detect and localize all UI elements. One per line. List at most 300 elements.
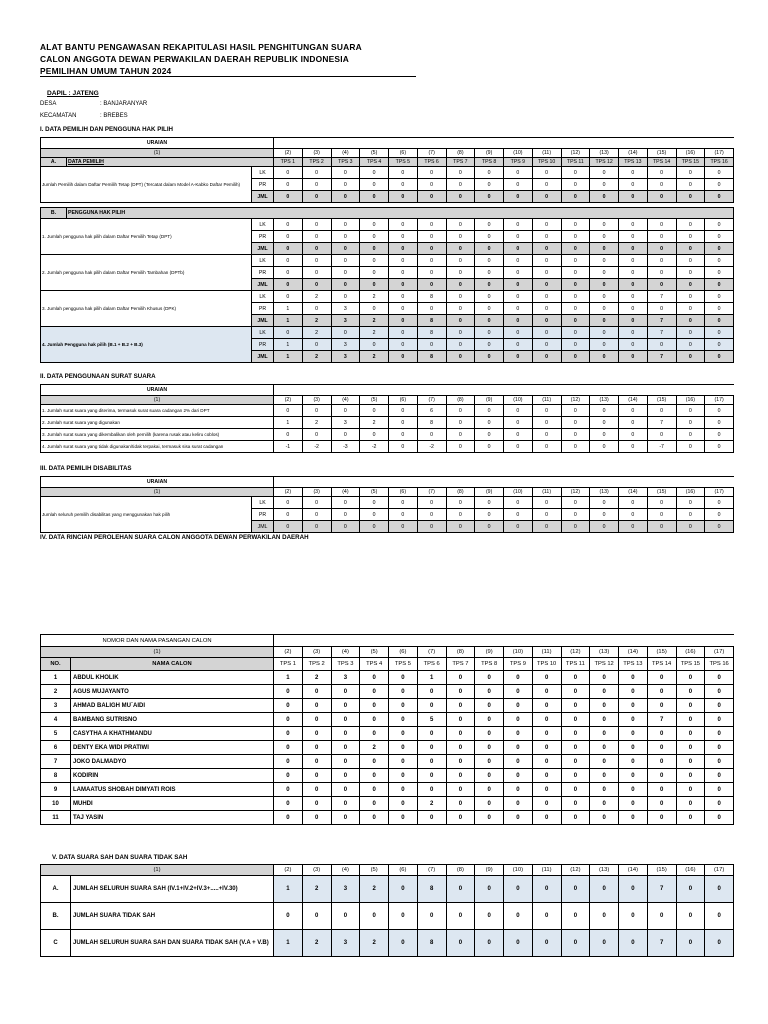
table-cell bbox=[417, 138, 446, 149]
suara-value: 0 bbox=[705, 876, 734, 903]
vote-cell: 0 bbox=[475, 699, 504, 713]
column-number: (2) bbox=[274, 865, 303, 876]
value-cell: 0 bbox=[475, 303, 504, 315]
value-cell: 0 bbox=[446, 315, 475, 327]
value-cell: 0 bbox=[532, 497, 561, 509]
vote-cell: 0 bbox=[504, 769, 533, 783]
value-cell: 0 bbox=[417, 191, 446, 203]
value-cell: 0 bbox=[475, 441, 504, 453]
value-cell: 1 bbox=[274, 303, 303, 315]
value-cell: 0 bbox=[532, 231, 561, 243]
vote-cell: 0 bbox=[504, 699, 533, 713]
value-cell: 0 bbox=[274, 255, 303, 267]
value-cell: 0 bbox=[590, 351, 619, 363]
value-cell: 0 bbox=[705, 231, 734, 243]
tps-header: TPS 14 bbox=[647, 658, 676, 671]
kecamatan-value: : BREBES bbox=[100, 113, 128, 119]
column-number-row bbox=[41, 488, 734, 497]
value-cell: 0 bbox=[274, 429, 303, 441]
candidate-row bbox=[41, 671, 734, 685]
value-cell: 0 bbox=[475, 219, 504, 231]
value-cell: 0 bbox=[619, 417, 648, 429]
value-cell: 1 bbox=[274, 339, 303, 351]
vote-cell: 0 bbox=[504, 741, 533, 755]
table-cell bbox=[561, 138, 590, 149]
candidate-row bbox=[41, 685, 734, 699]
value-cell: 0 bbox=[532, 267, 561, 279]
value-cell: 0 bbox=[619, 191, 648, 203]
vote-cell: 0 bbox=[561, 713, 590, 727]
vote-cell: 0 bbox=[274, 755, 303, 769]
value-cell: 0 bbox=[647, 267, 676, 279]
value-cell: 0 bbox=[446, 219, 475, 231]
pengguna-row bbox=[41, 219, 734, 231]
value-cell: 0 bbox=[561, 303, 590, 315]
vote-cell: 0 bbox=[561, 783, 590, 797]
value-cell: 0 bbox=[389, 405, 418, 417]
vote-cell: 0 bbox=[446, 783, 475, 797]
value-cell: 0 bbox=[274, 243, 303, 255]
value-cell: 0 bbox=[676, 267, 705, 279]
value-cell: 0 bbox=[274, 405, 303, 417]
suara-value: 3 bbox=[331, 876, 360, 903]
value-cell: 0 bbox=[360, 303, 389, 315]
vote-cell: 0 bbox=[647, 727, 676, 741]
candidate-number: 4 bbox=[41, 713, 71, 727]
suara-value: 0 bbox=[532, 903, 561, 930]
vote-cell: 0 bbox=[676, 685, 705, 699]
vote-cell: 0 bbox=[619, 797, 648, 811]
suara-value: 0 bbox=[647, 903, 676, 930]
value-cell: 0 bbox=[302, 405, 331, 417]
value-cell: 0 bbox=[561, 231, 590, 243]
value-cell: 1 bbox=[274, 315, 303, 327]
vote-cell: 0 bbox=[302, 797, 331, 811]
value-cell: 0 bbox=[619, 255, 648, 267]
gender-label: JML bbox=[252, 315, 274, 327]
value-cell: 0 bbox=[475, 231, 504, 243]
column-number: (2) bbox=[274, 396, 303, 405]
suara-sah-row bbox=[41, 930, 734, 957]
column-number-row bbox=[41, 865, 734, 876]
vote-cell: 0 bbox=[619, 713, 648, 727]
column-number: (11) bbox=[532, 149, 561, 158]
suara-value: 0 bbox=[504, 930, 533, 957]
vote-cell: 0 bbox=[331, 811, 360, 825]
value-cell: -2 bbox=[417, 441, 446, 453]
tps-header: TPS 8 bbox=[475, 158, 504, 167]
column-number: (2) bbox=[274, 647, 303, 658]
value-cell: 0 bbox=[705, 509, 734, 521]
vote-cell: 0 bbox=[446, 727, 475, 741]
value-cell: 0 bbox=[504, 509, 533, 521]
vote-cell: 0 bbox=[532, 713, 561, 727]
vote-cell: 0 bbox=[561, 727, 590, 741]
value-cell: 0 bbox=[561, 255, 590, 267]
value-cell: 0 bbox=[446, 417, 475, 429]
value-cell: 0 bbox=[331, 191, 360, 203]
value-cell: 0 bbox=[417, 497, 446, 509]
value-cell: 0 bbox=[331, 291, 360, 303]
vote-cell: 0 bbox=[590, 741, 619, 755]
value-cell: 0 bbox=[475, 509, 504, 521]
candidate-row bbox=[41, 769, 734, 783]
gender-label: JML bbox=[252, 351, 274, 363]
value-cell: 0 bbox=[360, 279, 389, 291]
value-cell: 0 bbox=[676, 405, 705, 417]
value-cell: 0 bbox=[389, 243, 418, 255]
value-cell: 0 bbox=[705, 327, 734, 339]
value-cell: 0 bbox=[446, 243, 475, 255]
value-cell: 0 bbox=[590, 303, 619, 315]
candidate-name: MUHDI bbox=[71, 797, 274, 811]
value-cell: 0 bbox=[676, 429, 705, 441]
value-cell: 0 bbox=[676, 351, 705, 363]
value-cell: 0 bbox=[274, 279, 303, 291]
vote-cell: 0 bbox=[619, 727, 648, 741]
column-number: (11) bbox=[532, 488, 561, 497]
vote-cell: 0 bbox=[360, 797, 389, 811]
tps-header: TPS 15 bbox=[676, 158, 705, 167]
tps-header: TPS 13 bbox=[619, 158, 648, 167]
surat-suara-label: 4. Jumlah surat suara yang tidak digunakan/tidak terpakai, termasuk sisa surat cadangan bbox=[41, 441, 274, 453]
table-cell bbox=[446, 138, 475, 149]
surat-suara-label: 3. Jumlah surat suara yang dikembalikan oleh pemilih (karena rusak atau keliru coblos) bbox=[41, 429, 274, 441]
value-cell: 0 bbox=[389, 179, 418, 191]
value-cell: 0 bbox=[532, 339, 561, 351]
tps-header: TPS 3 bbox=[331, 658, 360, 671]
section-b-label: PENGGUNA HAK PILIH bbox=[67, 208, 734, 219]
value-cell: 0 bbox=[561, 441, 590, 453]
candidate-name: ABDUL KHOLIK bbox=[71, 671, 274, 685]
value-cell: -2 bbox=[302, 441, 331, 453]
suara-value: 0 bbox=[446, 903, 475, 930]
tps-header: TPS 1 bbox=[274, 658, 303, 671]
value-cell: 0 bbox=[705, 441, 734, 453]
value-cell: 0 bbox=[302, 429, 331, 441]
value-cell: 1 bbox=[274, 417, 303, 429]
column-number: (5) bbox=[360, 865, 389, 876]
value-cell: 0 bbox=[446, 429, 475, 441]
value-cell: 0 bbox=[389, 429, 418, 441]
section-3-title: III. DATA PEMILIH DISABILITAS bbox=[40, 465, 132, 472]
vote-cell: 0 bbox=[475, 685, 504, 699]
value-cell: 0 bbox=[446, 497, 475, 509]
value-cell: 0 bbox=[360, 521, 389, 533]
value-cell: 0 bbox=[331, 327, 360, 339]
value-cell: 0 bbox=[475, 279, 504, 291]
value-cell: 0 bbox=[532, 351, 561, 363]
table-cell bbox=[504, 138, 533, 149]
column-number: (12) bbox=[561, 396, 590, 405]
pengguna-header-row bbox=[41, 208, 734, 219]
value-cell: 0 bbox=[561, 351, 590, 363]
value-cell: 0 bbox=[446, 231, 475, 243]
vote-cell: 0 bbox=[417, 811, 446, 825]
tps-header: TPS 12 bbox=[590, 158, 619, 167]
vote-cell: 0 bbox=[274, 769, 303, 783]
value-cell: 0 bbox=[590, 255, 619, 267]
table-cell bbox=[274, 138, 303, 149]
column-number: (16) bbox=[676, 488, 705, 497]
value-cell: 0 bbox=[274, 167, 303, 179]
value-cell: 7 bbox=[647, 291, 676, 303]
value-cell: 0 bbox=[446, 327, 475, 339]
pengguna-item-label: 3. Jumlah pengguna hak pilih dalam Daftar Pemilih Khusus (DPK) bbox=[41, 291, 252, 327]
column-number: (4) bbox=[331, 149, 360, 158]
column-number: (17) bbox=[705, 647, 734, 658]
value-cell: 0 bbox=[417, 219, 446, 231]
vote-cell: 0 bbox=[590, 671, 619, 685]
no-header: NO. bbox=[41, 658, 71, 671]
vote-cell: 0 bbox=[676, 755, 705, 769]
value-cell: 0 bbox=[389, 191, 418, 203]
value-cell: 2 bbox=[302, 327, 331, 339]
column-number: (13) bbox=[590, 647, 619, 658]
value-cell: 0 bbox=[331, 179, 360, 191]
value-cell: 0 bbox=[705, 167, 734, 179]
surat-suara-row bbox=[41, 417, 734, 429]
value-cell: 0 bbox=[561, 279, 590, 291]
gender-label: PR bbox=[252, 267, 274, 279]
suara-code: A. bbox=[41, 876, 71, 903]
column-number: (8) bbox=[446, 865, 475, 876]
vote-cell: 0 bbox=[705, 755, 734, 769]
value-cell: 0 bbox=[676, 509, 705, 521]
suara-value: 0 bbox=[590, 876, 619, 903]
value-cell: 0 bbox=[274, 231, 303, 243]
suara-value: 0 bbox=[475, 876, 504, 903]
value-cell: 2 bbox=[360, 417, 389, 429]
value-cell: 7 bbox=[647, 315, 676, 327]
value-cell: 0 bbox=[389, 351, 418, 363]
suara-value: 0 bbox=[389, 903, 418, 930]
value-cell: 0 bbox=[590, 327, 619, 339]
value-cell: 0 bbox=[561, 339, 590, 351]
value-cell: 0 bbox=[676, 497, 705, 509]
suara-value: 0 bbox=[389, 876, 418, 903]
vote-cell: 0 bbox=[705, 769, 734, 783]
vote-cell: 0 bbox=[274, 811, 303, 825]
column-number: (3) bbox=[302, 396, 331, 405]
vote-cell: 0 bbox=[389, 783, 418, 797]
value-cell: 0 bbox=[302, 339, 331, 351]
suara-code: C bbox=[41, 930, 71, 957]
value-cell: 0 bbox=[417, 267, 446, 279]
column-number: (7) bbox=[417, 396, 446, 405]
value-cell: 0 bbox=[475, 167, 504, 179]
value-cell: 0 bbox=[446, 351, 475, 363]
suara-value: 2 bbox=[302, 930, 331, 957]
value-cell: 3 bbox=[331, 417, 360, 429]
value-cell: 0 bbox=[705, 521, 734, 533]
vote-cell: 0 bbox=[389, 741, 418, 755]
vote-cell: 0 bbox=[389, 727, 418, 741]
column-number: (5) bbox=[360, 396, 389, 405]
tps-header: TPS 16 bbox=[705, 658, 734, 671]
value-cell: 0 bbox=[647, 339, 676, 351]
vote-cell: 0 bbox=[360, 727, 389, 741]
uraian-header-row bbox=[41, 477, 734, 488]
value-cell: 0 bbox=[446, 521, 475, 533]
value-cell: 0 bbox=[619, 179, 648, 191]
suara-value: 0 bbox=[446, 930, 475, 957]
value-cell: 0 bbox=[302, 509, 331, 521]
column-number: (12) bbox=[561, 647, 590, 658]
value-cell: 0 bbox=[532, 167, 561, 179]
value-cell: 0 bbox=[274, 327, 303, 339]
value-cell: 0 bbox=[475, 315, 504, 327]
vote-cell: 0 bbox=[590, 783, 619, 797]
vote-cell: 0 bbox=[331, 741, 360, 755]
vote-cell: 0 bbox=[676, 769, 705, 783]
vote-cell: 0 bbox=[561, 741, 590, 755]
vote-cell: 0 bbox=[389, 699, 418, 713]
gender-label: PR bbox=[252, 509, 274, 521]
value-cell: 0 bbox=[676, 315, 705, 327]
suara-value: 2 bbox=[360, 930, 389, 957]
candidate-row bbox=[41, 699, 734, 713]
value-cell: 0 bbox=[532, 441, 561, 453]
value-cell: 0 bbox=[331, 231, 360, 243]
value-cell: 0 bbox=[676, 417, 705, 429]
value-cell: 0 bbox=[561, 497, 590, 509]
column-1-label: (1) bbox=[41, 865, 274, 876]
column-number: (4) bbox=[331, 647, 360, 658]
vote-cell: 0 bbox=[417, 755, 446, 769]
uraian-header: URAIAN bbox=[41, 385, 274, 396]
value-cell: 0 bbox=[389, 167, 418, 179]
vote-cell: 0 bbox=[360, 783, 389, 797]
value-cell: 0 bbox=[504, 417, 533, 429]
vote-cell: 0 bbox=[619, 783, 648, 797]
value-cell: 0 bbox=[360, 339, 389, 351]
value-cell: 0 bbox=[360, 267, 389, 279]
column-number: (3) bbox=[302, 488, 331, 497]
tps-header: TPS 4 bbox=[360, 158, 389, 167]
section-2-table bbox=[40, 384, 734, 453]
vote-cell: 0 bbox=[446, 769, 475, 783]
value-cell: 0 bbox=[532, 291, 561, 303]
value-cell: 0 bbox=[619, 405, 648, 417]
value-cell: 0 bbox=[274, 509, 303, 521]
vote-cell: 0 bbox=[705, 685, 734, 699]
value-cell: 0 bbox=[360, 179, 389, 191]
value-cell: 0 bbox=[302, 179, 331, 191]
vote-cell: 0 bbox=[360, 811, 389, 825]
column-number: (15) bbox=[647, 149, 676, 158]
vote-cell: 7 bbox=[647, 713, 676, 727]
value-cell: 0 bbox=[446, 509, 475, 521]
suara-value: 0 bbox=[446, 876, 475, 903]
value-cell: 0 bbox=[705, 497, 734, 509]
value-cell: 0 bbox=[274, 291, 303, 303]
value-cell: 0 bbox=[619, 509, 648, 521]
value-cell: 0 bbox=[302, 255, 331, 267]
vote-cell: 1 bbox=[274, 671, 303, 685]
tps-header: TPS 16 bbox=[705, 158, 734, 167]
pengguna-item-label: 4. Jumlah Pengguna hak pilih (B.1 + B.2 + B.3) bbox=[41, 327, 252, 363]
vote-cell: 0 bbox=[647, 755, 676, 769]
candidate-number: 11 bbox=[41, 811, 71, 825]
column-number: (11) bbox=[532, 396, 561, 405]
value-cell: 0 bbox=[561, 219, 590, 231]
suara-value: 0 bbox=[504, 903, 533, 930]
column-number: (17) bbox=[705, 865, 734, 876]
table-cell bbox=[619, 138, 648, 149]
value-cell: 0 bbox=[647, 255, 676, 267]
column-number: (6) bbox=[389, 149, 418, 158]
value-cell: 0 bbox=[504, 521, 533, 533]
value-cell: 0 bbox=[705, 291, 734, 303]
vote-cell: 0 bbox=[446, 741, 475, 755]
column-number: (3) bbox=[302, 149, 331, 158]
section-4-table bbox=[40, 634, 734, 825]
vote-cell: 0 bbox=[647, 797, 676, 811]
vote-cell: 0 bbox=[302, 727, 331, 741]
document-header bbox=[40, 41, 362, 77]
vote-cell: 0 bbox=[331, 797, 360, 811]
column-number: (17) bbox=[705, 149, 734, 158]
vote-cell: 0 bbox=[360, 671, 389, 685]
candidate-row bbox=[41, 713, 734, 727]
gender-label: LK bbox=[252, 327, 274, 339]
vote-cell: 0 bbox=[532, 769, 561, 783]
value-cell: 0 bbox=[274, 219, 303, 231]
vote-cell: 0 bbox=[676, 783, 705, 797]
suara-value: 0 bbox=[475, 903, 504, 930]
value-cell: 0 bbox=[647, 303, 676, 315]
suara-value: 8 bbox=[417, 876, 446, 903]
value-cell: 0 bbox=[590, 497, 619, 509]
vote-cell: 0 bbox=[647, 699, 676, 713]
value-cell: 0 bbox=[417, 303, 446, 315]
section-1-table bbox=[40, 137, 734, 363]
gender-label: PR bbox=[252, 179, 274, 191]
value-cell: 0 bbox=[504, 167, 533, 179]
tps-header: TPS 3 bbox=[331, 158, 360, 167]
tps-header: TPS 13 bbox=[619, 658, 648, 671]
value-cell: 0 bbox=[446, 303, 475, 315]
column-number: (10) bbox=[504, 647, 533, 658]
value-cell: 0 bbox=[417, 509, 446, 521]
vote-cell: 0 bbox=[647, 811, 676, 825]
candidate-row bbox=[41, 811, 734, 825]
vote-cell: 2 bbox=[360, 741, 389, 755]
value-cell: 0 bbox=[475, 191, 504, 203]
suara-sah-row bbox=[41, 903, 734, 930]
value-cell: 0 bbox=[590, 279, 619, 291]
value-cell: 0 bbox=[619, 327, 648, 339]
dapil-label: DAPIL : JATENG bbox=[47, 90, 99, 97]
value-cell: 0 bbox=[274, 497, 303, 509]
candidate-name: CASYTHA A KHATHMANDU bbox=[71, 727, 274, 741]
value-cell: 0 bbox=[532, 191, 561, 203]
value-cell: 0 bbox=[676, 243, 705, 255]
vote-cell: 0 bbox=[274, 727, 303, 741]
name-header: NAMA CALON bbox=[71, 658, 274, 671]
vote-cell: 0 bbox=[705, 699, 734, 713]
column-number: (8) bbox=[446, 149, 475, 158]
suara-value: 2 bbox=[360, 876, 389, 903]
vote-cell: 0 bbox=[274, 685, 303, 699]
value-cell: 0 bbox=[360, 191, 389, 203]
table-cell bbox=[475, 138, 504, 149]
value-cell: 0 bbox=[274, 521, 303, 533]
kecamatan-label: KECAMATAN bbox=[40, 113, 77, 119]
value-cell: 0 bbox=[619, 441, 648, 453]
value-cell: 0 bbox=[705, 267, 734, 279]
